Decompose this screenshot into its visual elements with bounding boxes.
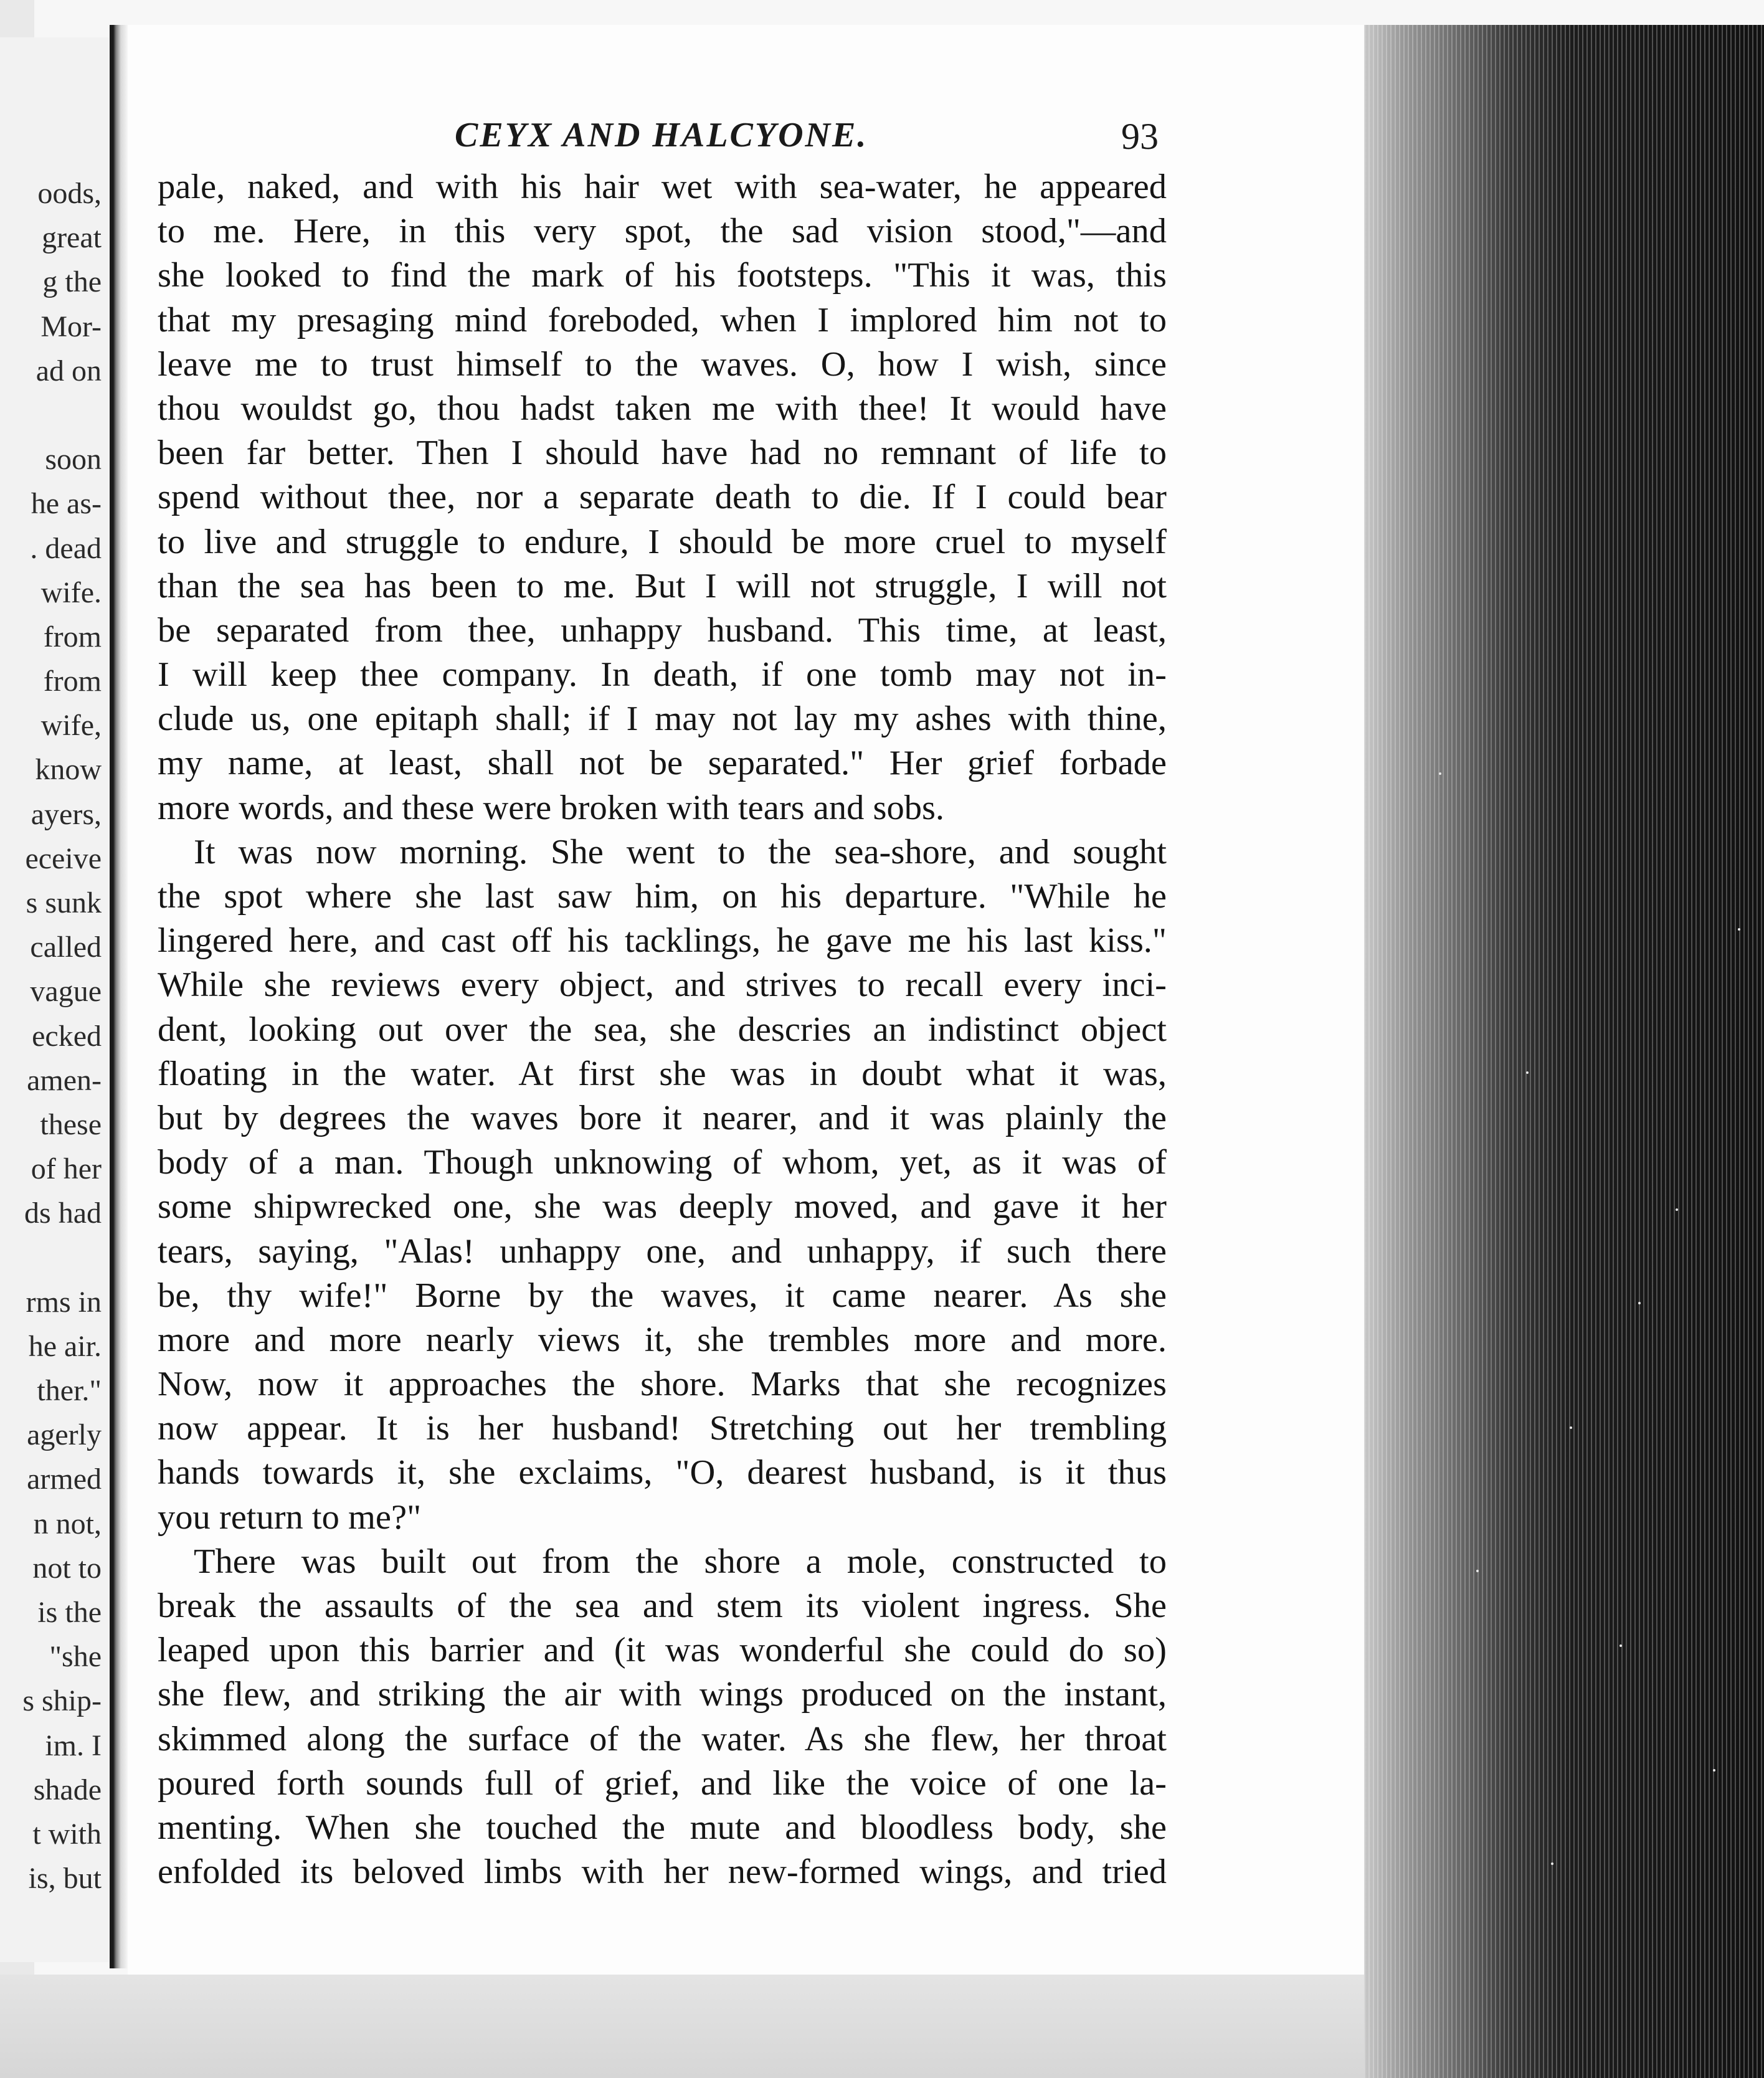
left-page-fragment: ecked — [32, 1019, 102, 1053]
scan-bottom-margin — [0, 1975, 1364, 2078]
left-page-fragment: wife. — [40, 576, 102, 609]
scan-speck — [1526, 1071, 1529, 1074]
left-page-text-fragments — [22, 171, 102, 1900]
left-page-fragment: ds had — [24, 1197, 102, 1230]
left-page-fragment: armed — [27, 1463, 102, 1496]
text-line: now appear. It is her husband! Stretching out her trembling — [158, 1409, 1167, 1448]
left-page-fragment: ther." — [37, 1374, 102, 1408]
text-line: skimmed along the surface of the water. As she flew, her throat — [158, 1719, 1167, 1758]
left-page-fragment: ad on — [36, 354, 102, 387]
text-line: my name, at least, shall not be separated." Her grief forbade — [158, 744, 1167, 783]
left-page-fragment: oods, — [37, 177, 102, 210]
text-line: thou wouldst go, thou hadst taken me with thee! It would have — [158, 389, 1167, 428]
left-page-fragment: of her — [31, 1152, 102, 1186]
text-line: be, thy wife!" Borne by the waves, it came nearer. As she — [158, 1276, 1167, 1315]
left-page-fragment: shade — [33, 1773, 102, 1806]
text-line: enfolded its beloved limbs with her new-formed wings, and tried — [158, 1853, 1167, 1892]
text-line: leaped upon this barrier and (it was wonderful she could do so) — [158, 1631, 1167, 1670]
left-page-fragment: is, but — [28, 1862, 102, 1895]
left-page-fragment: amen- — [27, 1063, 102, 1097]
running-title: CEYX AND HALCYONE. — [455, 116, 868, 154]
text-line: that my presaging mind foreboded, when I implored him not to — [158, 300, 1167, 339]
left-page-fragment: rms in — [26, 1285, 102, 1319]
text-line: to live and struggle to endure, I should be more cruel to myself — [158, 522, 1167, 561]
text-line: menting. When she touched the mute and bloodless body, she — [158, 1808, 1167, 1847]
left-page-fragment: n not, — [33, 1507, 102, 1540]
left-page-fragment: from — [43, 620, 102, 653]
book-gutter — [110, 25, 128, 1968]
text-line: to me. Here, in this very spot, the sad vision stood,"—and — [158, 212, 1167, 251]
left-page-fragment — [22, 393, 102, 437]
left-page-fragment: know — [35, 753, 102, 787]
text-line: she flew, and striking the air with wings produced on the instant, — [158, 1675, 1167, 1714]
left-page-fragment: "she — [49, 1640, 102, 1674]
page-number: 93 — [1121, 116, 1159, 157]
scan-speck — [1551, 1862, 1553, 1865]
text-line: floating in the water. At first she was in doubt what it was, — [158, 1054, 1167, 1093]
left-page-fragment: wife, — [40, 709, 102, 742]
text-line: you return to me?" — [158, 1497, 422, 1537]
left-page-fragment: im. I — [45, 1729, 102, 1762]
scan-speck — [1439, 772, 1441, 775]
text-line: While she reviews every object, and strives to recall every inci- — [158, 965, 1167, 1005]
text-line: spend without thee, nor a separate death to die. If I could bear — [158, 478, 1167, 517]
left-page-fragment: great — [42, 221, 102, 255]
left-page-fragment: Mor- — [40, 310, 102, 343]
left-page-fragment: . dead — [30, 531, 102, 565]
page-edges — [1364, 25, 1764, 2078]
text-line: than the sea has been to me. But I will not struggle, I will not — [158, 566, 1167, 605]
left-page-fragment: eceive — [25, 842, 102, 875]
left-page-fragment: from — [43, 665, 102, 698]
text-line: break the assaults of the sea and stem its violent ingress. She — [158, 1587, 1167, 1625]
text-line: poured forth sounds full of grief, and like the voice of one la- — [158, 1763, 1167, 1803]
text-line: the spot where she last saw him, on his departure. "While he — [158, 877, 1167, 916]
text-line: but by degrees the waves bore it nearer, and it was plainly the — [158, 1098, 1167, 1137]
left-page-fragment: called — [30, 931, 102, 964]
text-line: I will keep thee company. In death, if one tomb may not in- — [158, 655, 1167, 695]
left-page-fragment: agerly — [27, 1418, 102, 1452]
text-line: lingered here, and cast off his tacklings, he gave me his last kiss." — [158, 921, 1167, 961]
scan-speck — [1476, 1570, 1479, 1572]
left-page-fragment: s sunk — [26, 886, 102, 919]
text-line: body of a man. Though unknowing of whom, yet, as it was of — [158, 1143, 1167, 1182]
text-line: clude us, one epitaph shall; if I may not lay my ashes with thine, — [158, 700, 1167, 739]
right-page — [128, 25, 1364, 1975]
text-line: Now, now it approaches the shore. Marks that she recognizes — [158, 1365, 1167, 1404]
text-line: be separated from thee, unhappy husband. This time, at least, — [158, 610, 1167, 650]
left-page-fragment: these — [40, 1108, 102, 1141]
page-header — [128, 90, 1364, 157]
left-page-fragment: g the — [42, 265, 102, 299]
text-line: dent, looking out over the sea, she descries an indistinct object — [158, 1010, 1167, 1049]
text-line: It was now morning. She went to the sea-shore, and sought — [194, 832, 1167, 871]
left-page-fragment: is the — [37, 1596, 102, 1629]
text-line: leave me to trust himself to the waves. O, how I wish, since — [158, 344, 1167, 384]
text-line: There was built out from the shore a mole, constructed to — [194, 1542, 1167, 1581]
left-page-fragment: he air. — [28, 1329, 102, 1363]
body-text — [158, 165, 1167, 1894]
text-line: pale, naked, and with his hair wet with sea-water, he appeared — [158, 168, 1167, 206]
text-line: more and more nearly views it, she trembles more and more. — [158, 1320, 1167, 1359]
left-page-fragment: soon — [45, 443, 102, 477]
text-line: been far better. Then I should have had no remnant of life to — [158, 434, 1167, 473]
left-page-fragment: s ship- — [22, 1684, 102, 1718]
left-page-fragment: not to — [32, 1551, 102, 1585]
scan-speck — [1570, 1426, 1572, 1429]
left-page-fragment — [22, 1236, 102, 1280]
text-line: some shipwrecked one, she was deeply moved, and gave it her — [158, 1187, 1167, 1226]
text-line: more words, and these were broken with tears and sobs. — [158, 788, 945, 827]
text-line: she looked to find the mark of his footsteps. "This it was, this — [158, 256, 1167, 295]
scan-speck — [1676, 1208, 1678, 1211]
left-page-fragment: ayers, — [31, 797, 102, 831]
left-page-fragment: vague — [30, 975, 102, 1008]
text-line: hands towards it, she exclaims, "O, dearest husband, is it thus — [158, 1453, 1167, 1492]
left-page — [0, 37, 109, 1962]
left-page-fragment: t with — [32, 1817, 102, 1851]
left-page-fragment: he as- — [31, 487, 102, 521]
text-line: tears, saying, "Alas! unhappy one, and unhappy, if such there — [158, 1231, 1167, 1271]
scan-speck — [1738, 928, 1740, 931]
scan-speck — [1713, 1769, 1715, 1772]
scan-speck — [1619, 1644, 1622, 1647]
scan-speck — [1638, 1302, 1641, 1304]
